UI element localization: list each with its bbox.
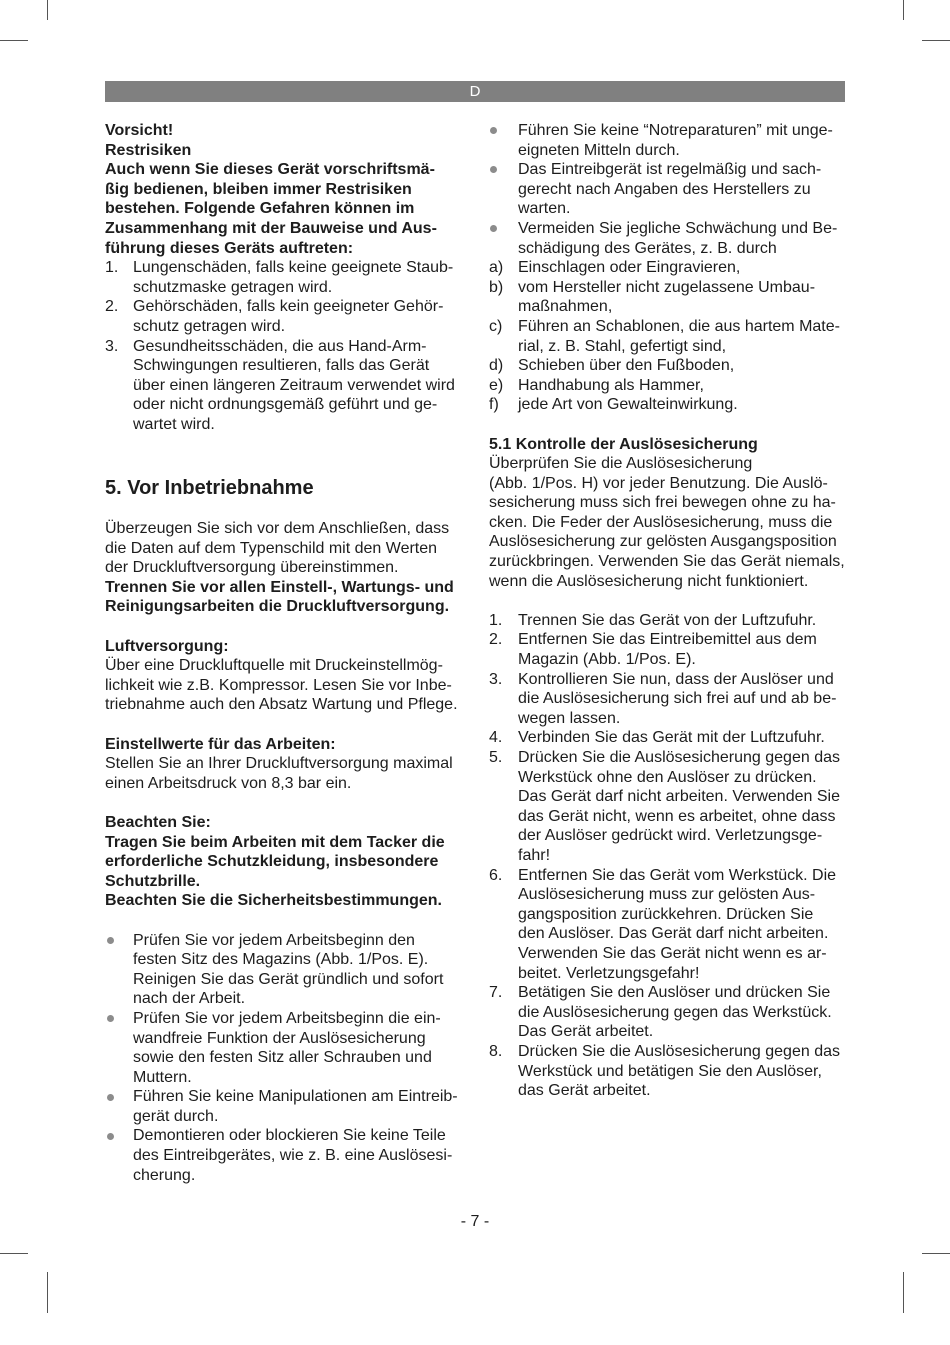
- air-supply-block: [105, 637, 467, 715]
- text-line: über einen längeren Zeitraum verwendet wird: [133, 376, 455, 394]
- list-number: 2.: [105, 298, 119, 316]
- text-line: den Auslöser. Das Gerät darf nicht arbeiten.: [518, 925, 829, 943]
- list-number: 4.: [489, 729, 503, 747]
- text-line: Werkstück ohne den Auslöser zu drücken.: [518, 768, 817, 786]
- text-line: gerecht nach Angaben des Herstellers zu: [518, 180, 811, 198]
- list-letter: d): [489, 357, 504, 375]
- text-line: Auch wenn Sie dieses Gerät vorschriftsmä-: [105, 161, 435, 179]
- text-line: erforderliche Schutzkleidung, insbesondere: [105, 853, 439, 871]
- example-item: [489, 278, 851, 317]
- text-line: cken. Die Feder der Auslösesicherung, muss die: [489, 513, 833, 531]
- text-line: Entfernen Sie das Eintreibemittel aus dem: [518, 631, 817, 649]
- text-line: die Daten auf dem Typenschild mit den Werten: [105, 539, 438, 557]
- list-number: 5.: [489, 749, 503, 766]
- text-line: Prüfen Sie vor jedem Arbeitsbeginn den: [133, 931, 415, 949]
- step-item: [489, 630, 851, 669]
- text-line: Betätigen Sie den Auslöser und drücken Sie: [518, 984, 831, 1002]
- text-line: gangsposition zurückkehren. Drücken Sie: [518, 905, 814, 923]
- text-line: wegen lassen.: [518, 709, 621, 727]
- step-item: [489, 1042, 851, 1101]
- example-item: [489, 356, 851, 376]
- bullet-icon: [107, 1015, 114, 1022]
- language-header-bar: [105, 81, 845, 102]
- text-line: Demontieren oder blockieren Sie keine Teile: [133, 1127, 446, 1145]
- list-letter: e): [489, 376, 504, 394]
- text-line: Führen Sie keine Manipulationen am Eintreib-: [133, 1088, 458, 1106]
- text-line: Trennen Sie vor allen Einstell-, Wartungs- und: [105, 578, 454, 596]
- text-line: Verbinden Sie das Gerät mit der Luftzufuhr.: [518, 729, 825, 747]
- text-line: schädigung des Gerätes, z. B. durch: [518, 239, 777, 257]
- text-line: führung dieses Geräts auftreten:: [105, 239, 354, 257]
- text-line: zurückbringen. Verwenden Sie das Gerät niemals,: [489, 553, 845, 571]
- step-item: [489, 983, 851, 1042]
- text-line: rial, z. B. Stahl, gefertigt sind,: [518, 337, 727, 355]
- text-line: Muttern.: [133, 1068, 192, 1086]
- text-line: Trennen Sie das Gerät von der Luftzufuhr.: [518, 611, 817, 629]
- text-line: Überzeugen Sie sich vor dem Anschließen, dass: [105, 520, 450, 538]
- bullet-item: [105, 1126, 467, 1185]
- text-line: die Auslösesicherung gegen das Werkstück.: [518, 1003, 832, 1021]
- bullet-icon: [490, 127, 497, 134]
- text-line: maßnahmen,: [518, 298, 613, 316]
- text-line: Über eine Druckluftquelle mit Druckeinstellmög-: [105, 657, 443, 675]
- crop-mark: [0, 1253, 28, 1254]
- bullet-item: [105, 1087, 467, 1126]
- warning-block: [105, 121, 467, 435]
- list-letter: f): [489, 396, 499, 414]
- text-line: Lungenschäden, falls keine geeignete Staub-: [133, 259, 454, 277]
- text-line: Vermeiden Sie jegliche Schwächung und Be-: [518, 219, 838, 237]
- text-line: Reinigen Sie das Gerät gründlich und sofort: [133, 970, 444, 988]
- text-line: wandfreie Funktion der Auslösesicherung: [133, 1029, 426, 1047]
- bullet-item: [105, 931, 467, 1009]
- step-item: [489, 611, 851, 631]
- text-line: Kontrollieren Sie nun, dass der Auslöser und: [518, 670, 834, 688]
- text-line: wenn die Auslösesicherung nicht funktioniert.: [489, 572, 809, 590]
- bullet-item: [489, 160, 851, 219]
- list-number: 1.: [489, 611, 503, 629]
- crop-mark: [903, 0, 904, 20]
- bullet-icon: [107, 1094, 114, 1101]
- step-list: [489, 611, 851, 1101]
- text-line: fahr!: [518, 846, 551, 864]
- text-line: Das Gerät darf nicht arbeiten. Verwenden Sie: [518, 788, 840, 806]
- text-line: Beachten Sie die Sicherheitsbestimmungen.: [105, 892, 442, 910]
- bullet-list: [489, 121, 851, 258]
- warning-title: Vorsicht!: [105, 122, 174, 139]
- text-line: das Gerät arbeitet.: [518, 1082, 651, 1100]
- text-line: bestehen. Folgende Gefahren können im: [105, 200, 415, 218]
- text-line: der Druckluftversorgung übereinstimmen.: [105, 559, 399, 577]
- bullet-icon: [107, 1133, 114, 1140]
- step-item: [489, 670, 851, 729]
- step-item: [489, 866, 851, 984]
- text-line: Tragen Sie beim Arbeiten mit dem Tacker die: [105, 833, 445, 851]
- subheading: Luftversorgung:: [105, 637, 229, 655]
- text-line: Handhabung als Hammer,: [518, 376, 704, 394]
- example-list: [489, 258, 851, 415]
- text-line: Drücken Sie die Auslösesicherung gegen das: [518, 749, 840, 766]
- crop-mark: [922, 40, 950, 41]
- right-column: [489, 121, 851, 1101]
- text-line: cherung.: [133, 1166, 196, 1184]
- text-line: Das Eintreibgerät ist regelmäßig und sach-: [518, 161, 822, 179]
- text-line: Führen Sie keine “Notreparaturen” mit unge-: [518, 122, 833, 139]
- intro-paragraph: [105, 519, 467, 617]
- list-number: 8.: [489, 1042, 503, 1060]
- text-line: Zusammenhang mit der Bauweise und Aus-: [105, 219, 437, 237]
- left-column: [105, 121, 467, 1185]
- bullet-item: [105, 1009, 467, 1087]
- list-letter: a): [489, 259, 504, 277]
- list-number: 2.: [489, 631, 503, 649]
- text-line: Prüfen Sie vor jedem Arbeitsbeginn die ein-: [133, 1009, 441, 1027]
- risk-item: [105, 297, 467, 336]
- text-line: Werkstück und betätigen Sie den Auslöser,: [518, 1062, 822, 1080]
- text-line: schutz getragen wird.: [133, 317, 286, 335]
- text-line: Einschlagen oder Eingravieren,: [518, 259, 741, 277]
- text-line: triebnahme auch den Absatz Wartung und Pflege.: [105, 696, 458, 714]
- text-line: Reinigungsarbeiten die Druckluftversorgung.: [105, 598, 450, 616]
- example-item: [489, 376, 851, 396]
- list-number: 3.: [489, 670, 503, 688]
- text-line: ßig bedienen, bleiben immer Restrisiken: [105, 180, 412, 198]
- settings-block: [105, 735, 467, 794]
- text-line: Entfernen Sie das Gerät vom Werkstück. Die: [518, 866, 837, 884]
- list-letter: b): [489, 278, 504, 296]
- text-line: sesicherung muss sich frei bewegen ohne zu ha-: [489, 494, 836, 512]
- bullet-icon: [107, 937, 114, 944]
- text-line: Stellen Sie an Ihrer Druckluftversorgung maximal: [105, 755, 453, 773]
- text-line: Schutzbrille.: [105, 872, 201, 890]
- text-line: Überprüfen Sie die Auslösesicherung: [489, 455, 753, 473]
- list-number: 6.: [489, 866, 503, 884]
- trigger-check-section: [489, 435, 851, 592]
- bullet-icon: [490, 225, 497, 232]
- text-line: Drücken Sie die Auslösesicherung gegen das: [518, 1042, 840, 1060]
- text-line: Gesundheitsschäden, die aus Hand-Arm-: [133, 337, 427, 355]
- page-number: - 7 -: [460, 1213, 490, 1230]
- subheading: Beachten Sie:: [105, 813, 211, 831]
- step-item: [489, 748, 851, 866]
- crop-mark: [47, 1272, 48, 1313]
- text-line: einen Arbeitsdruck von 8,3 bar ein.: [105, 774, 352, 792]
- text-line: nach der Arbeit.: [133, 990, 246, 1008]
- example-item: [489, 317, 851, 356]
- risk-item: [105, 258, 467, 297]
- text-line: sowie den festen Sitz aller Schrauben und: [133, 1049, 432, 1067]
- list-number: 7.: [489, 984, 503, 1002]
- section-heading: 5.1 Kontrolle der Auslösesicherung: [489, 435, 758, 453]
- crop-mark: [47, 0, 48, 20]
- crop-mark: [922, 1253, 950, 1254]
- text-line: Verwenden Sie das Gerät nicht wenn es ar-: [518, 944, 827, 962]
- text-line: festen Sitz des Magazins (Abb. 1/Pos. E).: [133, 951, 429, 969]
- text-line: Schwingungen resultieren, falls das Gerät: [133, 357, 430, 375]
- crop-mark: [903, 1272, 904, 1313]
- text-line: vom Hersteller nicht zugelassene Umbau-: [518, 278, 816, 296]
- text-line: wartet wird.: [133, 415, 215, 433]
- section-heading: 5. Vor Inbetriebnahme: [105, 476, 314, 499]
- bullet-item: [489, 219, 851, 258]
- crop-mark: [0, 40, 28, 41]
- bullet-list: [105, 931, 467, 1186]
- text-line: jede Art von Gewalteinwirkung.: [518, 396, 738, 414]
- step-item: [489, 728, 851, 748]
- subheading: Einstellwerte für das Arbeiten:: [105, 735, 336, 753]
- bullet-icon: [490, 166, 497, 173]
- risk-item: [105, 337, 467, 435]
- text-line: das Gerät nicht, wenn es arbeitet, ohne dass: [518, 807, 836, 825]
- text-line: Das Gerät arbeitet.: [518, 1023, 654, 1041]
- language-label: D: [469, 83, 481, 100]
- text-line: Auslösesicherung muss zur gelösten Aus-: [518, 886, 816, 904]
- text-line: des Eintreibgerätes, wie z. B. eine Auslösesi-: [133, 1147, 453, 1165]
- text-line: Auslösesicherung zur gelösten Ausgangsposition: [489, 533, 837, 551]
- example-item: [489, 395, 851, 415]
- bullet-item: [489, 121, 851, 160]
- text-line: gerät durch.: [133, 1107, 219, 1125]
- text-line: Schieben über den Fußboden,: [518, 357, 735, 375]
- list-letter: c): [489, 317, 503, 335]
- text-line: der Auslöser gedrückt wird. Verletzungsge-: [518, 827, 823, 845]
- text-line: (Abb. 1/Pos. H) vor jeder Benutzung. Die Auslö-: [489, 474, 828, 492]
- list-number: 1.: [105, 259, 119, 277]
- notice-block: [105, 813, 467, 911]
- text-line: die Auslösesicherung sich frei auf und ab be-: [518, 690, 837, 708]
- list-number: 3.: [105, 337, 119, 355]
- text-line: beitet. Verletzungsgefahr!: [518, 964, 700, 982]
- text-line: Führen an Schablonen, die aus hartem Mate-: [518, 317, 840, 335]
- text-line: eigneten Mitteln durch.: [518, 141, 680, 159]
- warning-subtitle: Restrisiken: [105, 141, 192, 159]
- example-item: [489, 258, 851, 278]
- text-line: Magazin (Abb. 1/Pos. E).: [518, 651, 696, 669]
- text-line: warten.: [518, 200, 571, 218]
- text-line: schutzmaske getragen wird.: [133, 278, 333, 296]
- text-line: oder nicht ordnungsgemäß geführt und ge-: [133, 396, 438, 414]
- text-line: Gehörschäden, falls kein geeigneter Gehör-: [133, 298, 444, 316]
- text-line: lichkeit wie z.B. Kompressor. Lesen Sie vor Inbe-: [105, 676, 452, 694]
